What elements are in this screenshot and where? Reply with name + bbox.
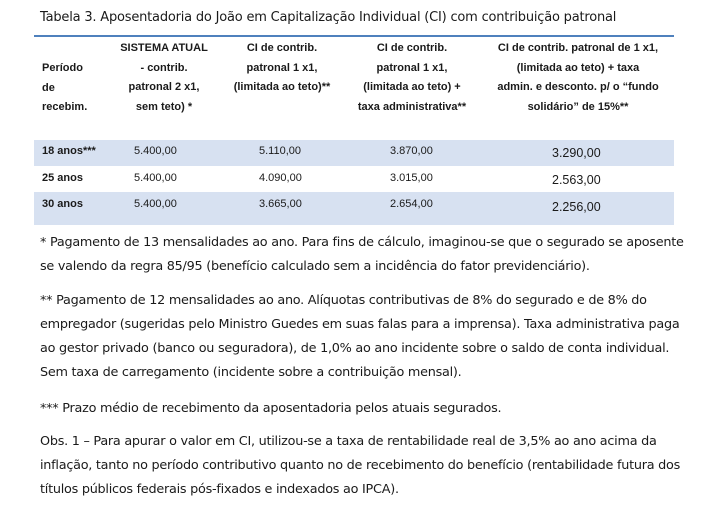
table-row	[34, 192, 674, 225]
obs-1	[40, 430, 680, 502]
note-line: * Pagamento de 13 mensalidades ao ano. Para fins de cálculo, imaginou-se que o segurado se aposente	[40, 235, 684, 250]
footnote-1	[40, 231, 684, 279]
table-row	[34, 140, 674, 166]
value-ci-taxa-adm: 3.015,00	[390, 172, 433, 184]
header-ci-taxa-adm	[347, 39, 477, 117]
footnote-2	[40, 289, 680, 385]
header-line: de	[42, 81, 55, 94]
header-line: recebim.	[42, 101, 88, 113]
header-line: CI de contrib. patronal de 1 x1,	[497, 42, 659, 54]
value-ci-fundo-solidario: 3.290,00	[552, 146, 601, 160]
header-line: Período	[42, 62, 83, 74]
table-row	[34, 166, 674, 192]
value-ci-limitada: 3.665,00	[259, 198, 302, 210]
header-line: (limitada ao teto)**	[233, 81, 331, 93]
header-sistema-atual	[104, 39, 224, 117]
header-line: patronal 2 x1,	[128, 81, 200, 93]
table-top-rule	[34, 35, 674, 37]
header-line: patronal 1 x1,	[376, 61, 448, 74]
value-ci-fundo-solidario: 2.563,00	[552, 173, 601, 187]
value-ci-limitada: 5.110,00	[259, 145, 302, 157]
header-ci-fundo-solidario	[480, 39, 676, 117]
value-sistema-atual: 5.400,00	[134, 198, 177, 210]
note-line: *** Prazo médio de recebimento da aposentadoria pelos atuais segurados.	[40, 401, 502, 416]
table-caption: Tabela 3. Aposentadoria do João em Capitalização Individual (CI) com contribuição patronal	[40, 10, 617, 25]
header-line: solidário” de 15%**	[527, 100, 629, 113]
value-ci-taxa-adm: 3.870,00	[390, 145, 433, 157]
header-line: taxa administrativa**	[357, 100, 467, 113]
header-line: CI de contrib.	[376, 42, 448, 54]
note-line: Obs. 1 – Para apurar o valor em CI, utilizou-se a taxa de rentabilidade real de 3,5% ao ano acima da	[40, 434, 657, 449]
value-sistema-atual: 5.400,00	[134, 172, 177, 184]
row-label: 25 anos	[42, 172, 83, 184]
note-line: Sem taxa de carregamento (incidente sobre a contribuição mensal).	[40, 365, 462, 380]
header-line: patronal 1 x1,	[246, 61, 318, 74]
header-line: admin. e desconto. p/ o “fundo	[497, 81, 659, 93]
note-line: títulos públicos federais pós-fixados e indexados ao IPCA).	[40, 482, 399, 497]
header-line: SISTEMA ATUAL	[120, 42, 208, 54]
header-line: (limitada ao teto) +	[363, 81, 461, 93]
value-ci-fundo-solidario: 2.256,00	[552, 200, 601, 214]
header-periodo	[42, 59, 87, 118]
header-line: CI de contrib.	[246, 42, 318, 54]
header-line: (limitada ao teto) + taxa	[516, 61, 640, 74]
row-label: 18 anos***	[42, 145, 96, 157]
row-label: 30 anos	[42, 198, 83, 210]
value-sistema-atual: 5.400,00	[134, 145, 177, 157]
value-ci-limitada: 4.090,00	[259, 172, 302, 184]
header-line: - contrib.	[140, 61, 188, 74]
note-line: inflação, tanto no período contributivo quanto no de recebimento do benefício (rentabilidade futura dos	[40, 458, 680, 473]
note-line: se valendo da regra 85/95 (benefício calculado sem a incidência do fator previdenciário).	[40, 259, 590, 274]
note-line: empregador (sugeridas pelo Ministro Guedes em suas falas para a imprensa). Taxa administrativa paga	[40, 317, 680, 332]
value-ci-taxa-adm: 2.654,00	[390, 198, 433, 210]
header-line: sem teto) *	[135, 100, 193, 113]
header-ci-limitada	[222, 39, 342, 98]
footnote-3	[40, 397, 680, 421]
note-line: ** Pagamento de 12 mensalidades ao ano. Alíquotas contributivas de 8% do segurado e de 8% do	[40, 293, 647, 308]
note-line: ao gestor privado (banco ou seguradora), de 1,0% ao ano incidente sobre o saldo de conta individual.	[40, 341, 670, 356]
